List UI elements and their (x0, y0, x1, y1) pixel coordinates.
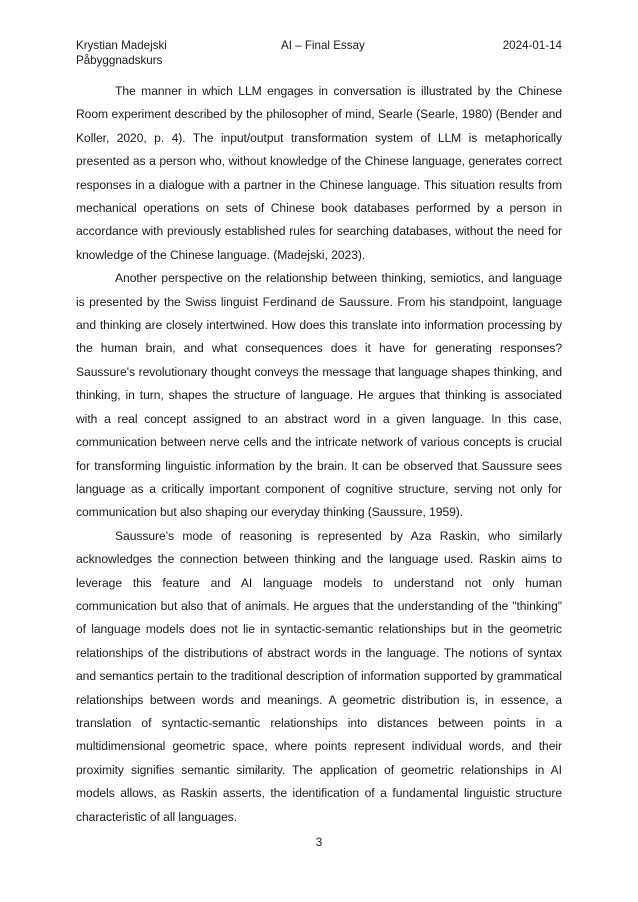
header-author: Krystian Madejski (76, 39, 167, 52)
essay-body (76, 80, 562, 829)
page-number: 3 (315, 836, 323, 849)
header-course: Påbyggnadskurs (76, 54, 163, 67)
paragraph-saussure: Another perspective on the relationship between thinking, semiotics, and language is presented by the Swiss linguist Ferdinand de Saussure. From his standpoint, language and thinking are closely intertwined. How does this translate into information processing by the human brain, and what consequences does it have for generating responses? Saussure's revolutionary thought conveys the message that language shapes thinking, and thinking, in turn, shapes the structure of language. He argues that thinking is associated with a real concept assigned to an abstract word in a given language. In this case, communication between nerve cells and the intricate network of various concepts is crucial for transforming linguistic information by the brain. It can be observed that Saussure sees language as a critically important component of cognitive structure, serving not only for communication but also shaping our everyday thinking (Saussure, 1959). (76, 271, 562, 520)
page-header (76, 38, 562, 67)
paragraph-chinese-room: The manner in which LLM engages in conversation is illustrated by the Chinese Room experiment described by the philosopher of mind, Searle (Searle, 1980) (Bender and Koller, 2020, p. 4). The input/output transformation system of LLM is metaphorically presented as a person who, without knowledge of the Chinese language, generates correct responses in a dialogue with a partner in the Chinese language. This situation results from mechanical operations on sets of Chinese book databases performed by a person in accordance with previously established rules for searching databases, without the need for knowledge of the Chinese language. (Madejski, 2023). (76, 84, 562, 262)
paragraph-raskin: Saussure's mode of reasoning is represented by Aza Raskin, who similarly acknowledges the connection between thinking and the language used. Raskin aims to leverage this feature and AI language models to understand not only human communication but also that of animals. He argues that the understanding of the "thinking" of language models does not lie in syntactic-semantic relationships but in the geometric relationships of the distributions of abstract words in the language. The notions of syntax and semantics pertain to the traditional description of information supported by grammatical relationships between words and meanings. A geometric distribution is, in essence, a translation of syntactic-semantic relationships into distances between points in a multidimensional geometric space, where points represent individual words, and their proximity signifies semantic similarity. The application of geometric relationships in AI models allows, as Raskin asserts, the identification of a fundamental linguistic structure characteristic of all languages. (76, 528, 562, 824)
header-title: AI – Final Essay (281, 39, 365, 52)
header-date: 2024-01-14 (502, 39, 562, 52)
